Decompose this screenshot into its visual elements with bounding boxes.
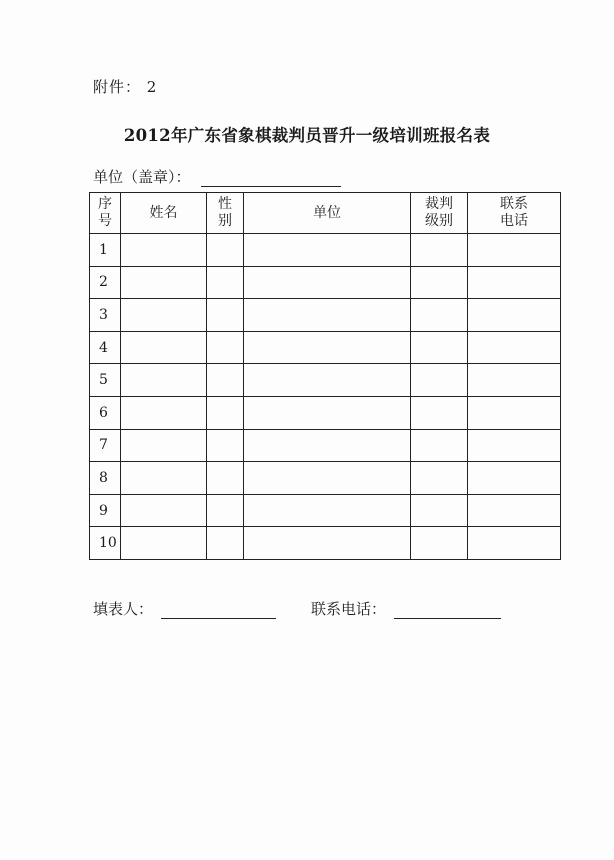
gender-cell[interactable] <box>207 462 244 495</box>
unit-stamp-blank[interactable] <box>201 170 341 187</box>
name-cell[interactable] <box>121 364 207 397</box>
table-header-row <box>90 193 561 234</box>
gender-cell[interactable] <box>207 429 244 462</box>
header-gender <box>207 193 244 234</box>
level-cell[interactable] <box>411 396 468 429</box>
name-cell[interactable] <box>121 462 207 495</box>
header-phone-line1: 联系 <box>500 196 528 212</box>
level-cell[interactable] <box>411 527 468 560</box>
phone-cell[interactable] <box>468 364 561 397</box>
form-title: 2012年广东省象棋裁判员晋升一级培训班报名表 <box>123 126 491 145</box>
level-cell[interactable] <box>411 494 468 527</box>
table-row <box>90 266 561 299</box>
gender-cell[interactable] <box>207 266 244 299</box>
unit-cell[interactable] <box>244 527 411 560</box>
level-cell[interactable] <box>411 266 468 299</box>
level-cell[interactable] <box>411 234 468 267</box>
contact-phone-blank[interactable] <box>394 602 501 619</box>
table-row <box>90 494 561 527</box>
name-cell[interactable] <box>121 299 207 332</box>
header-phone <box>468 193 561 234</box>
name-cell[interactable] <box>121 429 207 462</box>
unit-cell[interactable] <box>244 299 411 332</box>
header-seq-line2: 号 <box>98 213 112 229</box>
level-cell[interactable] <box>411 364 468 397</box>
phone-cell[interactable] <box>468 299 561 332</box>
name-cell[interactable] <box>121 234 207 267</box>
row-number: 7 <box>90 429 121 462</box>
phone-cell[interactable] <box>468 527 561 560</box>
header-name: 姓名 <box>121 193 207 234</box>
unit-stamp-line <box>93 166 341 187</box>
header-unit: 单位 <box>244 193 411 234</box>
unit-stamp-label: 单位（盖章）： <box>93 168 191 186</box>
unit-cell[interactable] <box>244 234 411 267</box>
attachment-label <box>93 76 157 97</box>
phone-cell[interactable] <box>468 429 561 462</box>
table-row <box>90 429 561 462</box>
table-row <box>90 234 561 267</box>
unit-cell[interactable] <box>244 494 411 527</box>
name-cell[interactable] <box>121 494 207 527</box>
gender-cell[interactable] <box>207 494 244 527</box>
level-cell[interactable] <box>411 462 468 495</box>
header-gender-line1: 性 <box>218 196 232 212</box>
unit-cell[interactable] <box>244 396 411 429</box>
row-number: 4 <box>90 331 121 364</box>
phone-cell[interactable] <box>468 396 561 429</box>
row-number: 6 <box>90 396 121 429</box>
table-row <box>90 364 561 397</box>
name-cell[interactable] <box>121 527 207 560</box>
table-row <box>90 396 561 429</box>
gender-cell[interactable] <box>207 396 244 429</box>
row-number: 10 <box>90 527 121 560</box>
unit-cell[interactable] <box>244 331 411 364</box>
attachment-number: 2 <box>146 78 158 96</box>
name-cell[interactable] <box>121 331 207 364</box>
level-cell[interactable] <box>411 429 468 462</box>
name-cell[interactable] <box>121 396 207 429</box>
filler-line <box>93 598 276 619</box>
header-phone-line2: 电话 <box>500 213 528 229</box>
unit-cell[interactable] <box>244 429 411 462</box>
gender-cell[interactable] <box>207 331 244 364</box>
table-row <box>90 527 561 560</box>
table-row <box>90 462 561 495</box>
level-cell[interactable] <box>411 331 468 364</box>
header-seq-line1: 序 <box>98 196 112 212</box>
table-row <box>90 299 561 332</box>
header-level-line2: 级别 <box>425 213 453 229</box>
row-number: 2 <box>90 266 121 299</box>
registration-table <box>89 192 561 560</box>
row-number: 8 <box>90 462 121 495</box>
row-number: 1 <box>90 234 121 267</box>
filler-label: 填表人： <box>93 600 154 618</box>
phone-cell[interactable] <box>468 266 561 299</box>
gender-cell[interactable] <box>207 364 244 397</box>
header-seq <box>90 193 121 234</box>
level-cell[interactable] <box>411 299 468 332</box>
phone-cell[interactable] <box>468 494 561 527</box>
gender-cell[interactable] <box>207 299 244 332</box>
table-row <box>90 331 561 364</box>
row-number: 5 <box>90 364 121 397</box>
phone-cell[interactable] <box>468 462 561 495</box>
row-number: 3 <box>90 299 121 332</box>
unit-cell[interactable] <box>244 364 411 397</box>
gender-cell[interactable] <box>207 234 244 267</box>
name-cell[interactable] <box>121 266 207 299</box>
header-level-line1: 裁判 <box>425 196 453 212</box>
gender-cell[interactable] <box>207 527 244 560</box>
contact-phone-label: 联系电话： <box>311 600 387 618</box>
phone-cell[interactable] <box>468 234 561 267</box>
unit-cell[interactable] <box>244 462 411 495</box>
unit-cell[interactable] <box>244 266 411 299</box>
row-number: 9 <box>90 494 121 527</box>
header-gender-line2: 别 <box>218 213 232 229</box>
header-level <box>411 193 468 234</box>
phone-cell[interactable] <box>468 331 561 364</box>
contact-phone-line <box>311 598 501 619</box>
filler-blank[interactable] <box>161 602 276 619</box>
attachment-prefix: 附件： <box>93 78 142 96</box>
